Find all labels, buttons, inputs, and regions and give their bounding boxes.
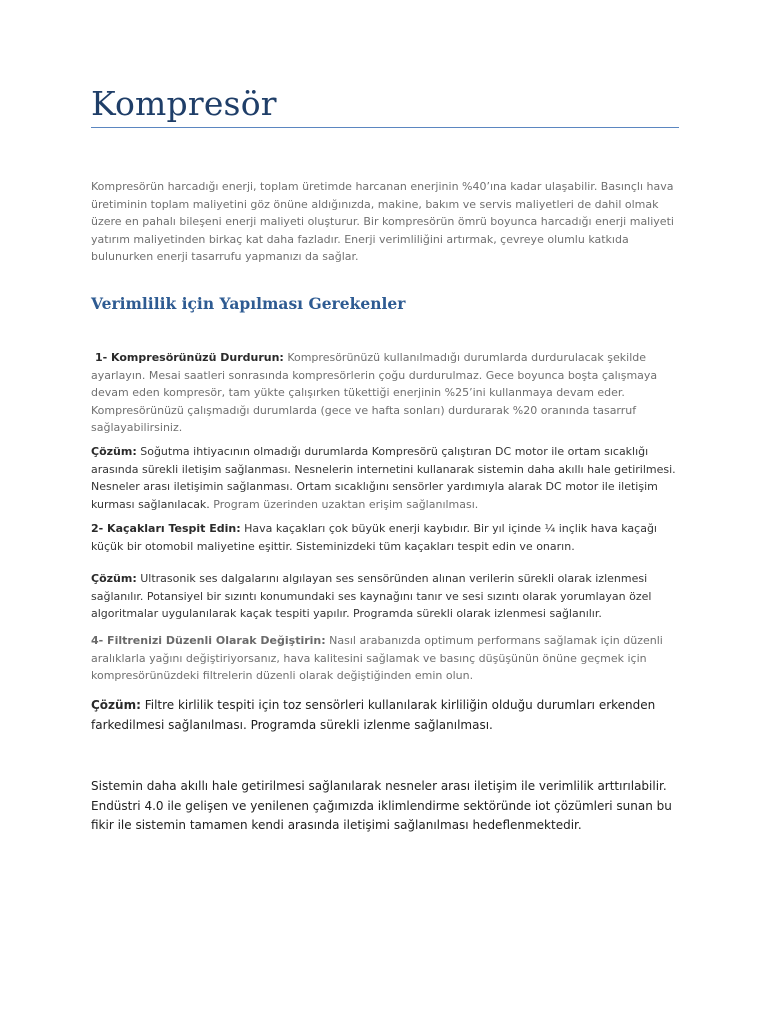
item1-label: 1- Kompresörünüzü Durdurun: <box>95 351 284 364</box>
solution2-label: Çözüm: <box>91 572 137 585</box>
title-underline <box>91 127 679 128</box>
solution2-text: Ultrasonik ses dalgalarını algılayan ses sensöründen alınan verilerin sürekli olarak izlenmesi sağlanılır. Potansiyel bir sızıntı konumundaki ses kaynağını tanır ve sesi sızıntı olarak yorumlayan özel algoritmalar uygulanılarak kaçak tespiti yapılır. Programda sürekli olarak izlenmesi sağlanılır. <box>91 572 652 620</box>
conclusion-paragraph <box>91 777 681 836</box>
solution2-paragraph <box>91 570 681 623</box>
solution1-text: Soğutma ihtiyacının olmadığı durumlarda Kompresörü çalıştıran DC motor ile ortam sıcaklığı arasında sürekli iletişim sağlanması. Nesnelerin internetini kullanarak sistemin daha akıllı hale getirilmesi. Nesneler arası iletişimin sağlanması. Ortam sıcaklığını sensörler yardımıyla alarak DC motor ile iletişim kurması sağlanılacak. <box>91 445 676 511</box>
intro-paragraph <box>91 178 681 266</box>
solution4-paragraph <box>91 696 681 735</box>
intro-text: Kompresörün harcadığı enerji, toplam üretimde harcanan enerjinin %40’ına kadar ulaşabilir. Basınçlı hava üretiminin toplam maliyetini göz önüne aldığınızda, makine, bakım ve servis maliyetleri de dahil olmak üzere en pahalı bileşeni enerji maliyeti oluşturur. Bir kompresörün ömrü boyunca harcadığı enerji maliyeti yatırım maliyetinden birkaç kat daha fazladır. Enerji verimliliğini artırmak, çevreye olumlu katkıda bulunurken enerji tasarrufu yapmanızı da sağlar. <box>91 180 674 263</box>
conclusion-text: Sistemin daha akıllı hale getirilmesi sağlanılarak nesneler arası iletişim ile verimlilik arttırılabilir. Endüstri 4.0 ile gelişen ve yenilenen çağımızda iklimlendirme sektöründe iot çözümleri sunan bu fikir ile sistemin tamamen kendi arasında iletişimi sağlanılması hedeflenmektedir. <box>91 779 672 832</box>
solution4-label: Çözüm: <box>91 698 141 712</box>
section-heading: Verimlilik için Yapılması Gerekenler <box>91 294 406 313</box>
item4-text: Nasıl arabanızda optimum performans sağlamak için düzenli aralıklarla yağını değiştiriyorsanız, hava kalitesini sağlamak ve basınç düşüşünün önüne geçmek için kompresörünüzdeki filtrelerin düzenli olarak değiştiğinden emin olun. <box>91 634 663 682</box>
item2-text: Hava kaçakları çok büyük enerji kaybıdır. Bir yıl içinde ¼ inçlik hava kaçağı küçük bir otomobil maliyetine eşittir. Sisteminizdeki tüm kaçakları tespit edin ve onarın. <box>91 522 657 553</box>
solution4-text: Filtre kirlilik tespiti için toz sensörleri kullanılarak kirliliğin olduğu durumları erkenden farkedilmesi sağlanılması. Programda sürekli izlenme sağlanılması. <box>91 698 656 732</box>
item2-label: 2- Kaçakları Tespit Edin: <box>91 522 241 535</box>
item4-paragraph <box>91 632 681 685</box>
item1-paragraph <box>91 349 681 437</box>
item2-paragraph <box>91 520 681 555</box>
solution1-tail: Program üzerinden uzaktan erişim sağlanılması. <box>209 497 479 511</box>
document-title: Kompresör <box>91 84 277 123</box>
item4-label: 4- Filtrenizi Düzenli Olarak Değiştirin: <box>91 634 326 647</box>
item1-text: Kompresörünüzü kullanılmadığı durumlarda durdurulacak şekilde ayarlayın. Mesai saatleri sonrasında kompresörlerin çoğu durdurulmaz. Gece boyunca boşta çalışmaya devam eden kompresör, tam yükte çalışırken tükettiği enerjinin %25’ini kullanmaya devam eder. Kompresörünüzü çalışmadığı durumlarda (gece ve hafta sonları) durdurarak %20 oranında tasarruf sağlayabilirsiniz. <box>91 351 658 434</box>
solution1-paragraph <box>91 443 681 513</box>
solution1-label: Çözüm: <box>91 445 137 458</box>
